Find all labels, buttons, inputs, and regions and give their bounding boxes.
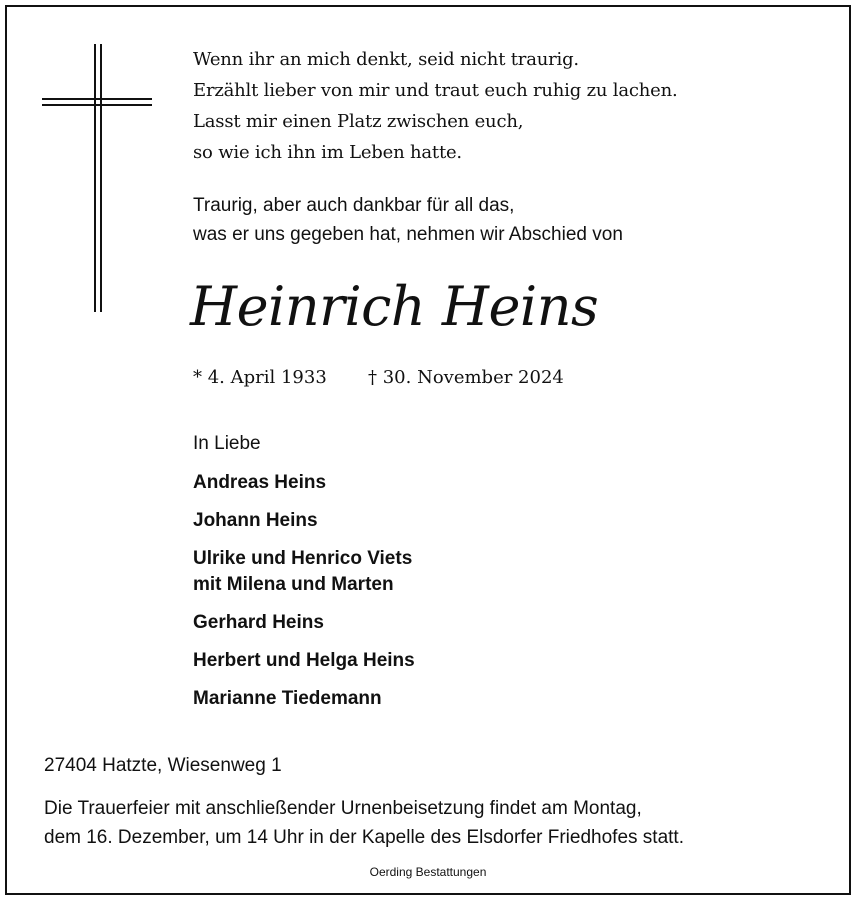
deceased-name: Heinrich Heins (190, 275, 599, 338)
poem-line: so wie ich ihn im Leben hatte. (193, 142, 462, 163)
family-member: Johann Heins (193, 510, 318, 531)
intro-line: was er uns gegeben hat, nehmen wir Abschied von (193, 224, 623, 245)
poem-line: Erzählt lieber von mir und traut euch ruhig zu lachen. (193, 80, 678, 101)
address: 27404 Hatzte, Wiesenweg 1 (44, 755, 282, 776)
cross-icon (42, 44, 152, 312)
ceremony-notice (44, 794, 684, 852)
family-member: Marianne Tiedemann (193, 688, 382, 709)
death-date: † 30. November 2024 (368, 367, 564, 388)
poem-line: Lasst mir einen Platz zwischen euch, (193, 111, 524, 132)
intro-line: Traurig, aber auch dankbar für all das, (193, 195, 515, 216)
family-member: mit Milena und Marten (193, 574, 394, 595)
birth-date: * 4. April 1933 (193, 367, 327, 388)
life-dates (193, 364, 564, 392)
family-member: Gerhard Heins (193, 612, 324, 633)
intro-text (193, 191, 623, 249)
ceremony-line: dem 16. Dezember, um 14 Uhr in der Kapelle des Elsdorfer Friedhofes statt. (44, 827, 684, 848)
family-member: Andreas Heins (193, 472, 327, 493)
family-member: Ulrike und Henrico Viets (193, 548, 413, 569)
poem-line: Wenn ihr an mich denkt, seid nicht traurig. (193, 49, 579, 70)
undertaker: Oerding Bestattungen (369, 865, 487, 879)
family-member: Herbert und Helga Heins (193, 650, 415, 671)
family-lead: In Liebe (193, 433, 261, 454)
poem (193, 44, 678, 168)
family-list (193, 430, 415, 724)
ceremony-line: Die Trauerfeier mit anschließender Urnenbeisetzung findet am Montag, (44, 798, 642, 819)
